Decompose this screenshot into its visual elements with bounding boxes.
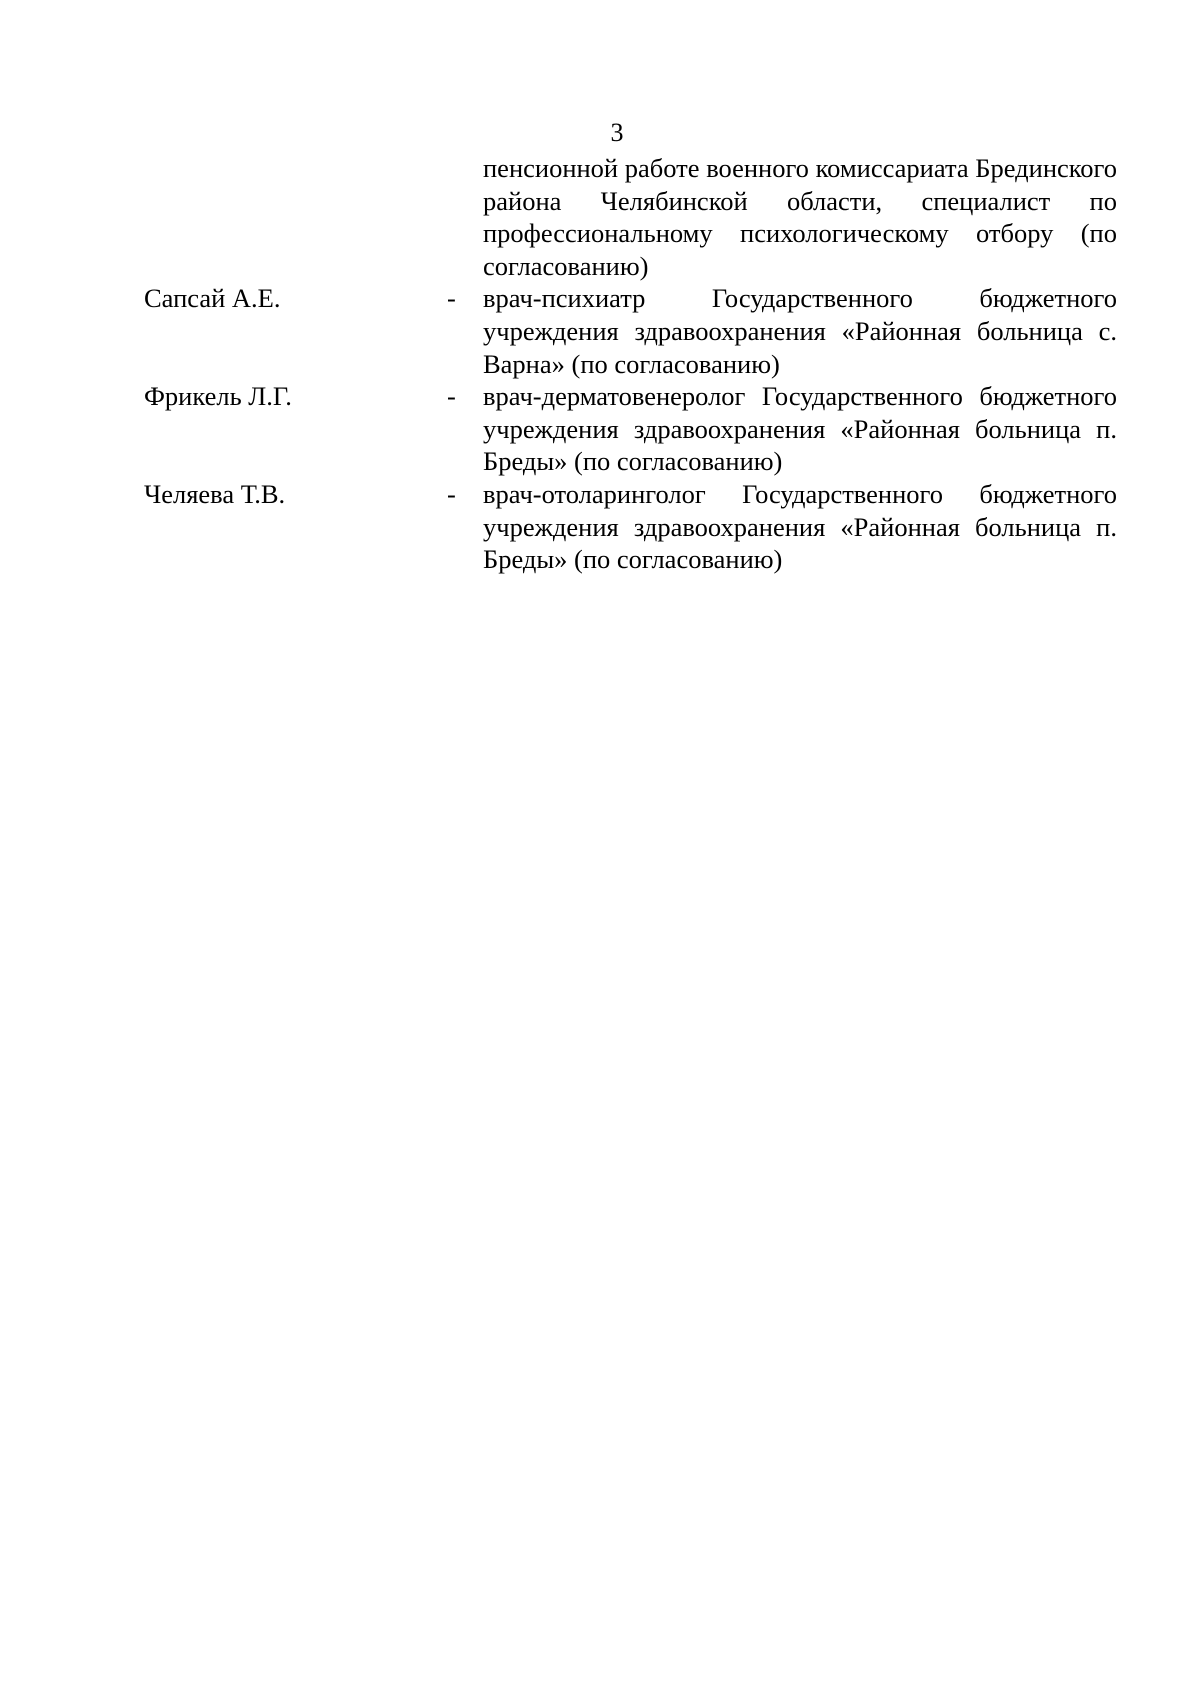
member-dash: - [447,381,456,412]
member-row [144,282,1117,380]
member-name: Сапсай А.Е. [144,283,281,314]
commission-members-list [144,152,1117,576]
member-description: врач-психиатр Государственного бюджетного учреждения здравоохранения «Районная больница с. Варна» (по согласованию) [483,283,1117,379]
member-name: Фрикель Л.Г. [144,381,292,412]
member-row [144,380,1117,478]
member-dash: - [447,478,456,509]
member-row [144,478,1117,576]
member-row [144,152,1117,282]
member-description: врач-отоларинголог Государственного бюджетного учреждения здравоохранения «Районная больница п. Бреды» (по согласованию) [483,478,1117,575]
member-description: пенсионной работе военного комиссариата Брединского района Челябинской области, специалист по профессиональному психологическому отбору (по согласованию) [483,153,1117,281]
page-number: 3 [610,118,624,147]
member-name: Челяева Т.В. [144,478,286,509]
member-dash: - [447,283,456,314]
member-description: врач-дерматовенеролог Государственного бюджетного учреждения здравоохранения «Районная больница п. Бреды» (по согласованию) [483,381,1117,477]
